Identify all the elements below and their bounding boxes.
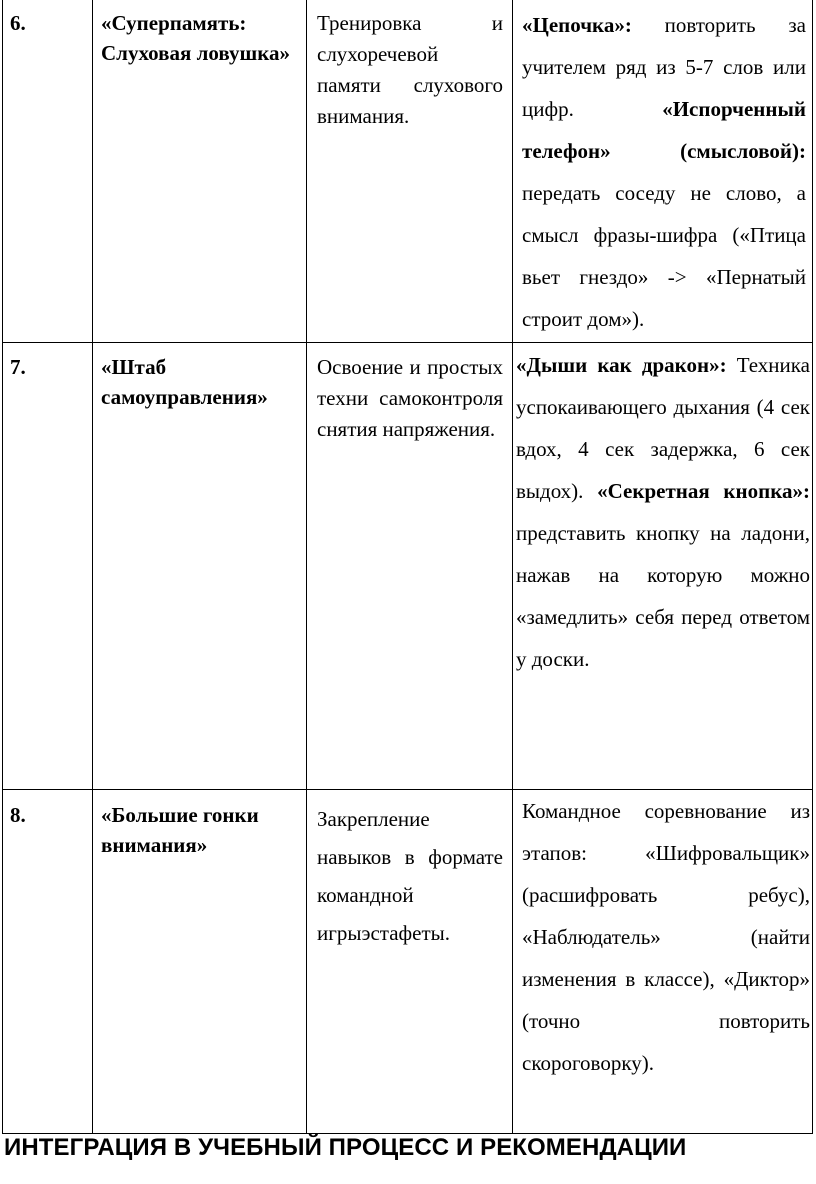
description-text: представить кнопку на ладони, нажав на которую можно «замедлить» себя перед ответом у доски. xyxy=(516,521,810,671)
activity-title: «Большие гонки внимания» xyxy=(101,803,259,857)
description-term: «Секретная кнопка»: xyxy=(597,479,810,503)
section-heading: ИНТЕГРАЦИЯ В УЧЕБНЫЙ ПРОЦЕСС И РЕКОМЕНДАЦИИ xyxy=(4,1134,687,1161)
table-border-col3 xyxy=(306,0,307,1133)
activity-goal: Освоение и простых техни самоконтроля снятия напряжения. xyxy=(317,355,503,441)
description-text: повторить за учителем ряд из 5-7 слов или цифр. xyxy=(522,13,806,121)
table-border-col2 xyxy=(92,0,93,1133)
row-number: 7. xyxy=(10,355,26,379)
row-number: 6. xyxy=(10,11,26,35)
activity-goal: Тренировка и слухоречевой памяти слухового внимания. xyxy=(317,11,503,128)
table-border-left xyxy=(2,0,3,1133)
description-term: «Дыши как дракон»: xyxy=(516,353,727,377)
description-text: Командное соревнование из этапов: «Шифровальщик» (расшифровать ребус), «Наблюдатель» (найти изменения в классе), «Диктор» (точно повторить скороговорку). xyxy=(522,799,810,1075)
table-border-right xyxy=(812,0,813,1133)
table-row-divider xyxy=(2,342,813,343)
activity-goal: Закрепление навыков в формате командной игрыэстафеты. xyxy=(317,807,503,945)
description-text: Техника успокаивающего дыхания (4 сек вдох, 4 сек задержка, 6 сек выдох). xyxy=(516,353,810,503)
description-term: «Цепочка»: xyxy=(522,13,632,37)
activity-title: «Штаб самоуправления» xyxy=(101,355,268,409)
activity-description xyxy=(522,4,806,340)
activity-description xyxy=(522,790,810,1084)
activity-title: «Суперпамять: Слуховая ловушка» xyxy=(101,11,290,65)
description-text: передать соседу не слово, а смысл фразы-шифра («Птица вьет гнездо» -> «Пернатый строит дом»). xyxy=(522,181,806,331)
activity-description xyxy=(516,344,810,680)
description-term: «Испорченный телефон» (смысловой): xyxy=(522,97,806,163)
table-border-col4 xyxy=(512,0,513,1133)
row-number: 8. xyxy=(10,803,26,827)
